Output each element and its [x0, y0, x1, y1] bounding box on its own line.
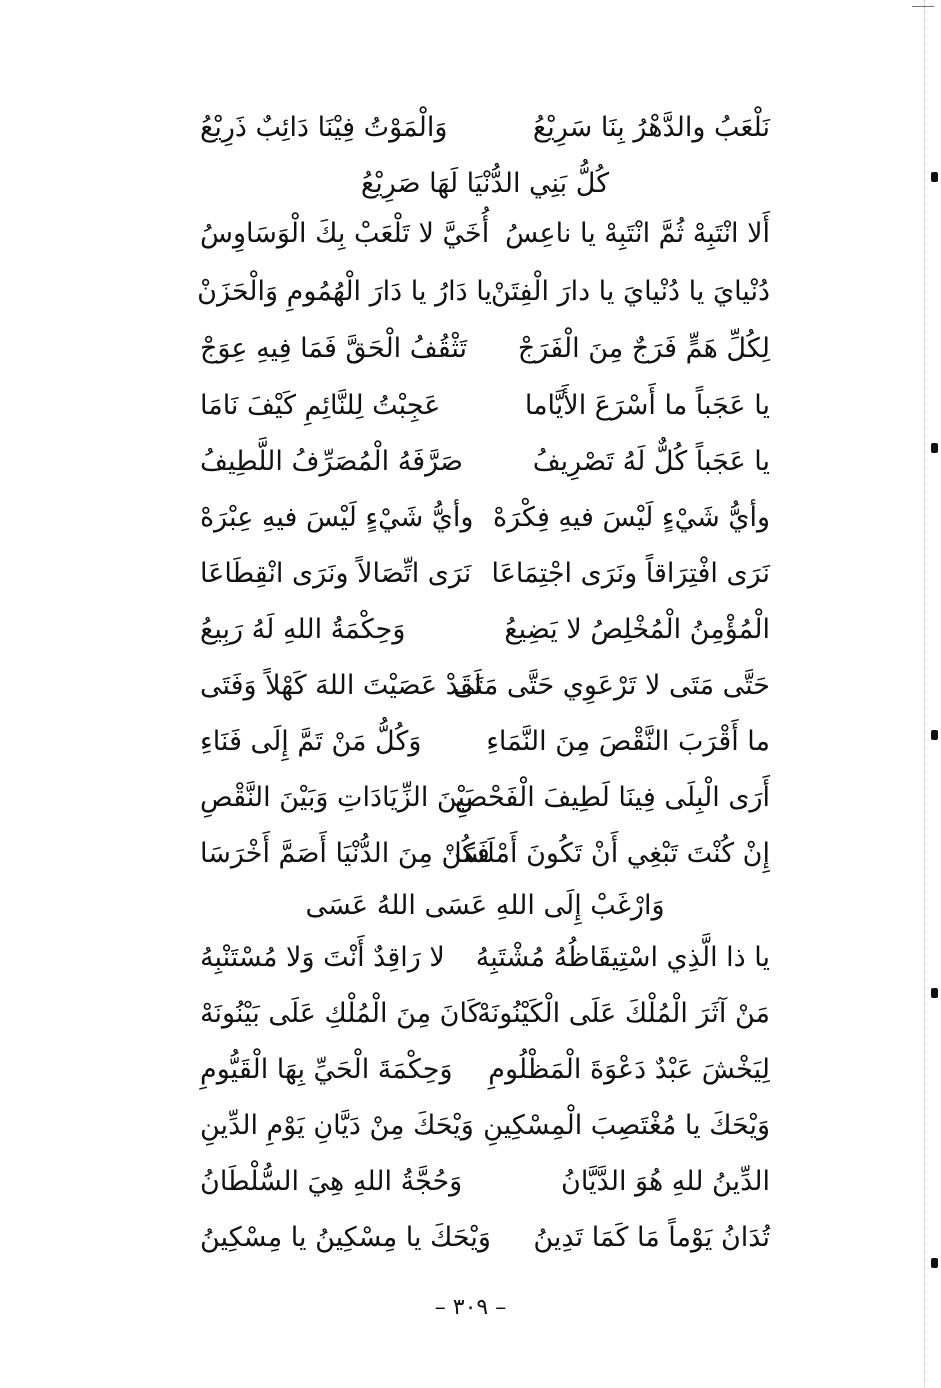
verse-first-hemistich: ما أَقْرَبَ النَّقْصَ مِنَ النَّمَاءِ	[486, 726, 770, 757]
verse-line	[200, 658, 770, 714]
verse-second-hemistich: تَثْقُفُ الْحَقَّ فَمَا فِيهِ عِوَجْ	[200, 333, 468, 364]
verse-second-hemistich: وَحِكْمَةَ الْحَيِّ بِهَا الْقَيُّومِ	[200, 1054, 453, 1085]
verse-first-hemistich: لِيَخْشَ عَبْدٌ دَعْوَةَ الْمَظْلُومِ	[488, 1054, 770, 1085]
verse-second-hemistich: لا رَاقِدٌ أَنْتَ وَلا مُسْتَنْبِهُ	[200, 942, 445, 973]
verse-second-hemistich: وَحِكْمَةُ اللهِ لَهُ رَبِيعُ	[200, 614, 406, 645]
verse-first-hemistich: حَتَّى مَتَى لا تَرْعَوِي حَتَّى مَتَى	[453, 670, 770, 701]
verse-line	[200, 602, 770, 658]
verse-second-hemistich: صَرَّفَهُ الْمُصَرِّفُ اللَّطِيفُ	[200, 446, 463, 477]
verse-line	[200, 1154, 770, 1210]
verse-second-hemistich: وأيُّ شَيْءٍ لَيْسَ فيهِ عِبْرَهْ	[200, 502, 474, 533]
verse-line	[200, 321, 770, 377]
verse-line	[200, 378, 770, 434]
verse-first-hemistich: تُدَانُ يَوْماً مَا كَمَا تَدِينُ	[533, 1222, 770, 1253]
verse-line	[200, 100, 770, 156]
page-edge-rule	[924, 0, 926, 1388]
verse-first-hemistich: يا ذا الَّذِي اسْتِيقَاظُهُ مُشْتَبِهُ	[475, 942, 770, 973]
verse-line	[200, 1098, 770, 1154]
corner-mark	[912, 6, 934, 7]
verse-second-hemistich: كَانَ مِنَ الْمُلْكِ عَلَى بَيْنُونَهْ	[200, 998, 481, 1029]
verse-first-hemistich: لِكُلِّ هَمٍّ فَرَجٌ مِنَ الْفَرَجْ	[517, 333, 770, 364]
centered-verse-line: وَارْغَبْ إِلَى اللهِ عَسَى اللهُ عَسَى	[305, 890, 665, 921]
verse-second-hemistich: عَجِبْتُ لِلنَّائِمِ كَيْفَ نَامَا	[200, 390, 441, 421]
verse-line	[200, 434, 770, 490]
verse-line	[200, 986, 770, 1042]
verse-second-hemistich: وَحُجَّةُ اللهِ هِيَ السُّلْطَانُ	[200, 1166, 463, 1197]
verse-first-hemistich: أَرَى الْبِلَى فِينَا لَطِيفَ الْفَحْصِ	[454, 782, 770, 813]
verse-line	[200, 930, 770, 986]
verse-line	[200, 770, 770, 826]
verse-first-hemistich: نَرَى افْتِرَاقاً ونَرَى اجْتِمَاعَا	[491, 558, 770, 589]
page-number: – ٣٠٩ –	[434, 1295, 507, 1320]
verse-second-hemistich: وَيْحَكَ مِنْ دَيَّانِ يَوْمِ الدِّينِ	[200, 1110, 474, 1141]
margin-mark	[931, 988, 938, 998]
verse-first-hemistich: يا عَجَباً ما أَسْرَعَ الأَيَّاما	[524, 390, 770, 421]
verse-second-hemistich: لَقَدْ عَصَيْتَ اللهَ كَهْلاً وَفَتَى	[200, 670, 482, 701]
margin-mark	[931, 443, 938, 453]
verse-first-hemistich: وأيُّ شَيْءٍ لَيْسَ فيهِ فِكْرَهْ	[492, 502, 770, 533]
verse-first-hemistich: نَلْعَبُ والدَّهْرُ بِنَا سَرِيْعُ	[532, 112, 770, 143]
verse-first-hemistich: الدِّينُ للهِ هُوَ الدَّيَّانُ	[560, 1166, 770, 1197]
verse-line	[200, 206, 770, 262]
margin-mark	[931, 730, 938, 740]
verse-second-hemistich: نَرَى اتِّصَالاً ونَرَى انْقِطَاعَا	[200, 558, 472, 589]
verse-first-hemistich: مَنْ آثَرَ الْمُلْكَ عَلَى الْكَيْنُونَهْ	[477, 998, 770, 1029]
verse-line	[200, 714, 770, 770]
verse-first-hemistich: أَلا انْتَبِهْ ثُمَّ انْتَبِهْ يا ناعِسُ	[505, 218, 770, 249]
verse-second-hemistich: أُخَيَّ لا تَلْعَبْ بِكَ الْوَسَاوِسُ	[200, 218, 490, 249]
verse-second-hemistich: فَكُنْ مِنَ الدُّنْيَا أَصَمَّ أَخْرَسَا	[200, 838, 490, 869]
verse-first-hemistich: دُنْيايَ يا دُنْيايَ يا دارَ الْفِتَنْ	[490, 276, 770, 307]
verse-first-hemistich: الْمُؤْمِنُ الْمُخْلِصُ لا يَضِيعُ	[504, 614, 770, 645]
verse-line	[200, 1210, 770, 1266]
verse-line	[200, 546, 770, 602]
verse-second-hemistich: بَيْنَ الزِّيَادَاتِ وَبَيْنَ النَّقْصِ	[200, 782, 474, 813]
centered-verse-line: كُلُّ بَنِي الدُّنْيَا لَهَا صَرِيْعُ	[360, 168, 610, 199]
margin-mark	[931, 1258, 938, 1268]
verse-second-hemistich: وَكُلُّ مَنْ تَمَّ إِلَى فَنَاءِ	[200, 726, 422, 757]
verse-first-hemistich: وَيْحَكَ يا مُغْتَصِبَ الْمِسْكِينِ	[483, 1110, 770, 1141]
verse-line	[200, 826, 770, 882]
verse-second-hemistich: وَالْمَوْتُ فِيْنَا دَائِبٌ ذَرِيْعُ	[200, 112, 448, 143]
verse-first-hemistich: إِنْ كُنْتَ تَبْغِي أَنْ تَكُونَ أَمْلَسَا	[454, 838, 770, 869]
verse-line	[200, 1042, 770, 1098]
verse-second-hemistich: يا دَارُ يا دَارَ الْهُمُومِ وَالْحَزَنْ	[197, 276, 492, 307]
margin-mark	[931, 172, 938, 182]
verse-second-hemistich: وَيْحَكَ يا مِسْكِينُ يا مِسْكِينُ	[200, 1222, 491, 1253]
verse-line	[197, 264, 770, 320]
verse-first-hemistich: يا عَجَباً كُلٌّ لَهُ تَصْرِيفُ	[532, 446, 770, 477]
verse-line	[200, 490, 770, 546]
